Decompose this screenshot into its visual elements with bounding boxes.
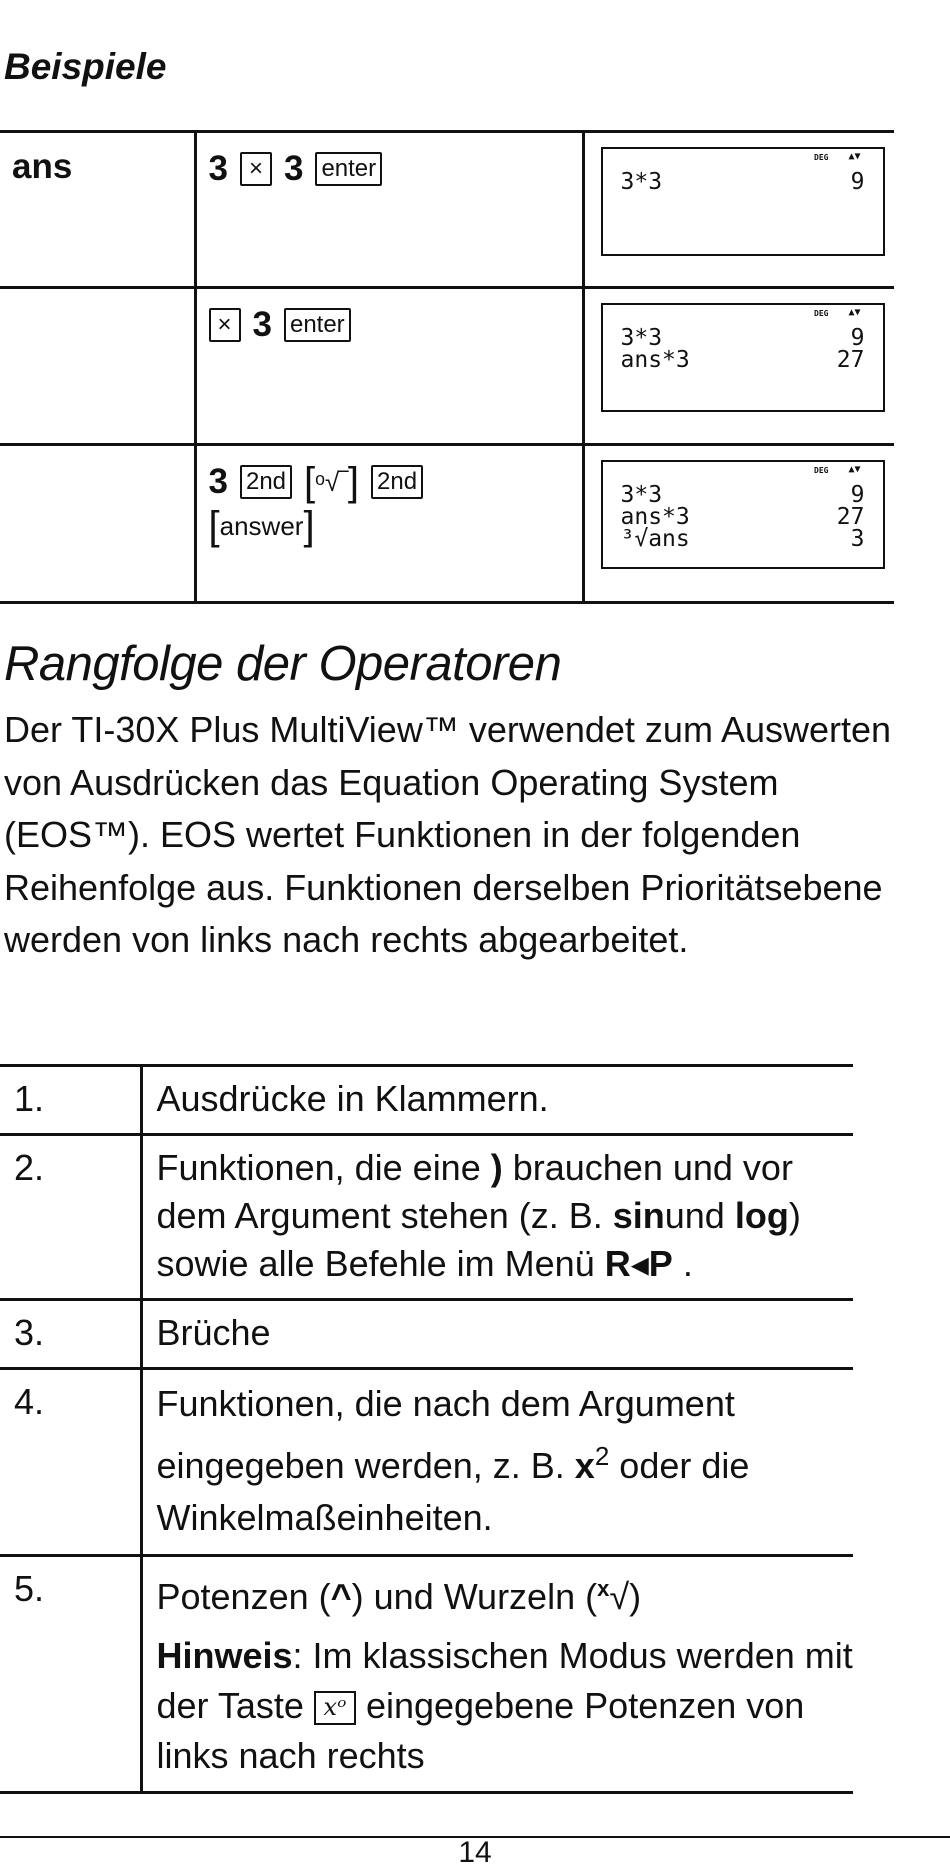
note: Hinweis: Im klassischen Modus werden mit der Taste xᵒ eingegebene Potenzen von links nach rechts [156, 1635, 853, 1776]
calculator-screen [601, 303, 885, 412]
precedence-text: Potenzen (^) und Wurzeln ($^x$√) Hinweis: Im klassischen Modus werden mit der Taste xᵒ eingegebene Potenzen von links nach rechts [141, 1556, 853, 1793]
key-digit: 3 [252, 305, 272, 344]
scroll-arrows-icon: ▲▼ [848, 151, 861, 162]
screen-expression: ans*3 [620, 504, 690, 530]
section-heading: Rangfolge der Operatoren [4, 637, 562, 691]
screen-result: 3 [850, 526, 865, 552]
second-key: 2nd [371, 465, 423, 499]
scroll-arrows-icon: ▲▼ [848, 307, 861, 318]
section-title: Beispiele [4, 46, 167, 87]
precedence-row [0, 1300, 853, 1369]
precedence-text: Funktionen, die nach dem Argument eingegeben werden, z. B. $x^2$ oder die Winkelmaßeinheiten. [141, 1369, 853, 1556]
precedence-number: 3. [0, 1300, 141, 1369]
screen-expression: ³√ans [620, 526, 690, 552]
page-number: 14 [458, 1836, 492, 1869]
precedence-text: Ausdrücke in Klammern. [141, 1066, 853, 1135]
screen-result: 27 [836, 347, 865, 373]
enter-key: enter [315, 152, 382, 186]
screen-expression: ans*3 [620, 347, 690, 373]
precedence-row [0, 1556, 853, 1793]
precedence-text: Funktionen, die eine ) brauchen und vor dem Argument stehen (z. B. sinund log) sowie alle Befehle im Menü R◂P . [141, 1135, 853, 1300]
key-digit: 3 [283, 149, 304, 188]
example-row [0, 288, 894, 445]
calculator-screen [601, 147, 885, 256]
screen-expression: 3*3 [620, 482, 663, 508]
root-bracket-key: [ ᵒ√‾ ] [304, 460, 360, 504]
power-key: xᵒ [314, 1691, 356, 1725]
key-digit: 3 [208, 149, 228, 188]
calculator-screen [601, 460, 885, 569]
precedence-number: 1. [0, 1066, 141, 1135]
screen-result: 27 [836, 504, 865, 530]
key-sequence [209, 303, 582, 347]
screen-result: 9 [850, 325, 865, 351]
screen-expression: 3*3 [620, 325, 663, 351]
screen-result: 9 [850, 169, 865, 195]
enter-key: enter [284, 308, 351, 342]
second-key: 2nd [240, 465, 292, 499]
multiply-key: × [209, 308, 241, 342]
answer-bracket-key: [ answer ] [208, 504, 315, 548]
multiply-key: × [240, 152, 272, 186]
key-digit: 3 [208, 462, 228, 501]
deg-indicator: DEG [814, 466, 829, 475]
screen-result: 9 [850, 482, 865, 508]
precedence-number: 2. [0, 1135, 141, 1300]
intro-paragraph: Der TI-30X Plus MultiView™ verwendet zum Auswerten von Ausdrücken das Equation Operating System (EOS™). EOS wertet Funktionen in der folgenden Reihenfolge aus. Funktionen derselben Prioritätsebene werden von links nach rechts abgearbeitet. [4, 709, 892, 960]
precedence-row [0, 1135, 853, 1300]
key-sequence [209, 147, 582, 191]
screen-expression: 3*3 [620, 169, 663, 195]
example-row [0, 132, 894, 288]
precedence-number: 5. [0, 1556, 141, 1793]
deg-indicator: DEG [814, 153, 829, 162]
scroll-arrows-icon: ▲▼ [848, 464, 861, 475]
precedence-row [0, 1066, 853, 1135]
examples-table [0, 130, 894, 604]
deg-indicator: DEG [814, 309, 829, 318]
key-sequence-line2 [209, 504, 582, 548]
key-sequence [209, 460, 582, 504]
precedence-number: 4. [0, 1369, 141, 1556]
precedence-table [0, 1064, 853, 1794]
precedence-row [0, 1369, 853, 1556]
precedence-text: Brüche [141, 1300, 853, 1369]
example-row [0, 445, 894, 603]
function-name: ans [12, 147, 73, 186]
